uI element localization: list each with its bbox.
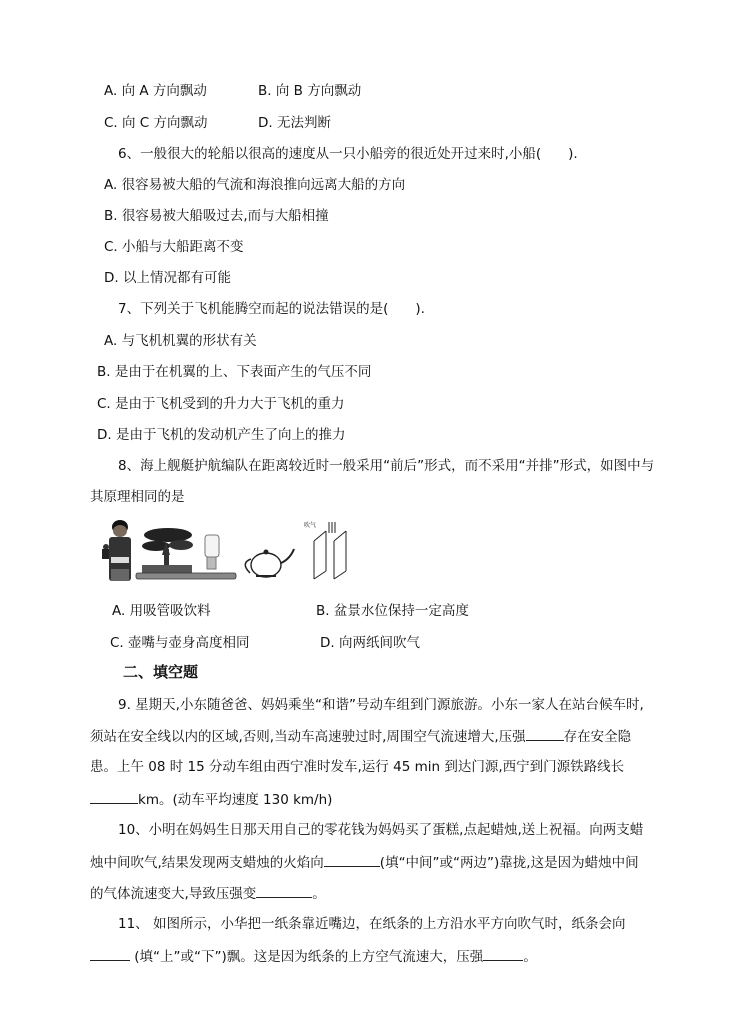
q5-option-c: C. 向 C 方向飘动	[104, 115, 208, 131]
q5-option-d: D. 无法判断	[258, 115, 331, 131]
q6-stem: 6、一般很大的轮船以很高的速度从一只小船旁的很近处开过来时,小船( ).	[118, 146, 578, 162]
q6-option-c: C. 小船与大船距离不变	[104, 239, 244, 255]
section-heading: 二、填空题	[123, 663, 199, 681]
q10-line2	[90, 852, 639, 873]
two-papers-image	[314, 522, 346, 579]
q11-line2-text: (填“上”或“下”)飘。这是因为纸条的上方空气流速大，压强	[130, 949, 484, 965]
q6-option-a: A. 很容易被大船的气流和海浪推向远离大船的方向	[104, 177, 406, 193]
q11-line1: 11、 如图所示，小华把一纸条靠近嘴边，在纸条的上方沿水平方向吹气时，纸条会向	[118, 916, 626, 932]
q6-option-d: D. 以上情况都有可能	[104, 270, 231, 286]
q5-option-b: B. 向 B 方向飘动	[258, 83, 362, 99]
q9-line4-text: km。(动车平均速度 130 km/h)	[138, 792, 333, 808]
teapot-image	[245, 549, 294, 577]
answer-blank[interactable]	[256, 883, 312, 898]
q7-option-c: C. 是由于飞机受到的升力大于飞机的重力	[97, 396, 345, 412]
q8-figure	[98, 519, 360, 585]
q11-line2	[90, 946, 537, 967]
q8-stem-line1: 8、海上舰艇护航编队在距离较近时一般采用“前后”形式，而不采用“并排”形式，如图中与	[118, 458, 655, 474]
answer-blank[interactable]	[90, 946, 130, 961]
q9-line2-text: 须站在安全线以内的区域,否则,当动车高速驶过时,周围空气流速增大,压强	[90, 729, 526, 745]
answer-blank[interactable]	[483, 946, 523, 961]
q10-line3-text: 的气体流速变大,导致压强变	[90, 886, 257, 902]
q10-line3	[90, 883, 326, 904]
bonsai-image	[136, 528, 236, 579]
q7-option-d: D. 是由于飞机的发动机产生了向上的推力	[97, 427, 346, 443]
q10-line3-tail: 。	[312, 886, 326, 902]
q10-line2-tail: (填“中间”或“两边”)靠拢,这是因为蜡烛中间	[379, 855, 639, 871]
answer-blank[interactable]	[324, 852, 380, 867]
answer-blank[interactable]	[90, 789, 138, 804]
q9-line4	[90, 789, 332, 810]
answer-blank[interactable]	[526, 726, 564, 741]
q8-option-a: A. 用吸管吸饮料	[112, 603, 211, 619]
q9-line1: 9. 星期天,小东随爸爸、妈妈乘坐“和谐”号动车组到门源旅游。小东一家人在站台候车时,	[118, 697, 644, 713]
q8-option-b: B. 盆景水位保持一定高度	[316, 603, 469, 619]
q9-line3: 患。上午 08 时 15 分动车组由西宁准时发车,运行 45 min 到达门源,西宁到门源铁路线长	[90, 759, 625, 775]
blow-label: 吹气	[304, 522, 317, 529]
q8-option-c: C. 壶嘴与壶身高度相同	[110, 635, 250, 651]
q10-line2-text: 烛中间吹气,结果发现两支蜡烛的火焰向	[90, 855, 324, 871]
q8-stem-line2: 其原理相同的是	[90, 489, 185, 505]
q5-option-a: A. 向 A 方向飘动	[104, 83, 207, 99]
q9-line2	[90, 726, 631, 747]
q8-option-d: D. 向两纸间吹气	[320, 635, 420, 651]
q6-option-b: B. 很容易被大船吸过去,而与大船相撞	[104, 208, 329, 224]
q7-option-a: A. 与飞机机翼的形状有关	[104, 333, 257, 349]
q7-stem: 7、下列关于飞机能腾空而起的说法错误的是( ).	[118, 301, 425, 317]
q9-line2-tail: 存在安全隐	[563, 729, 632, 745]
q7-option-b: B. 是由于在机翼的上、下表面产生的气压不同	[97, 364, 372, 380]
boy-drinking-image	[102, 520, 131, 581]
q10-line1: 10、小明在妈妈生日那天用自己的零花钱为妈妈买了蛋糕,点起蜡烛,送上祝福。向两支蜡	[118, 822, 644, 838]
q11-line2-tail: 。	[523, 949, 537, 965]
